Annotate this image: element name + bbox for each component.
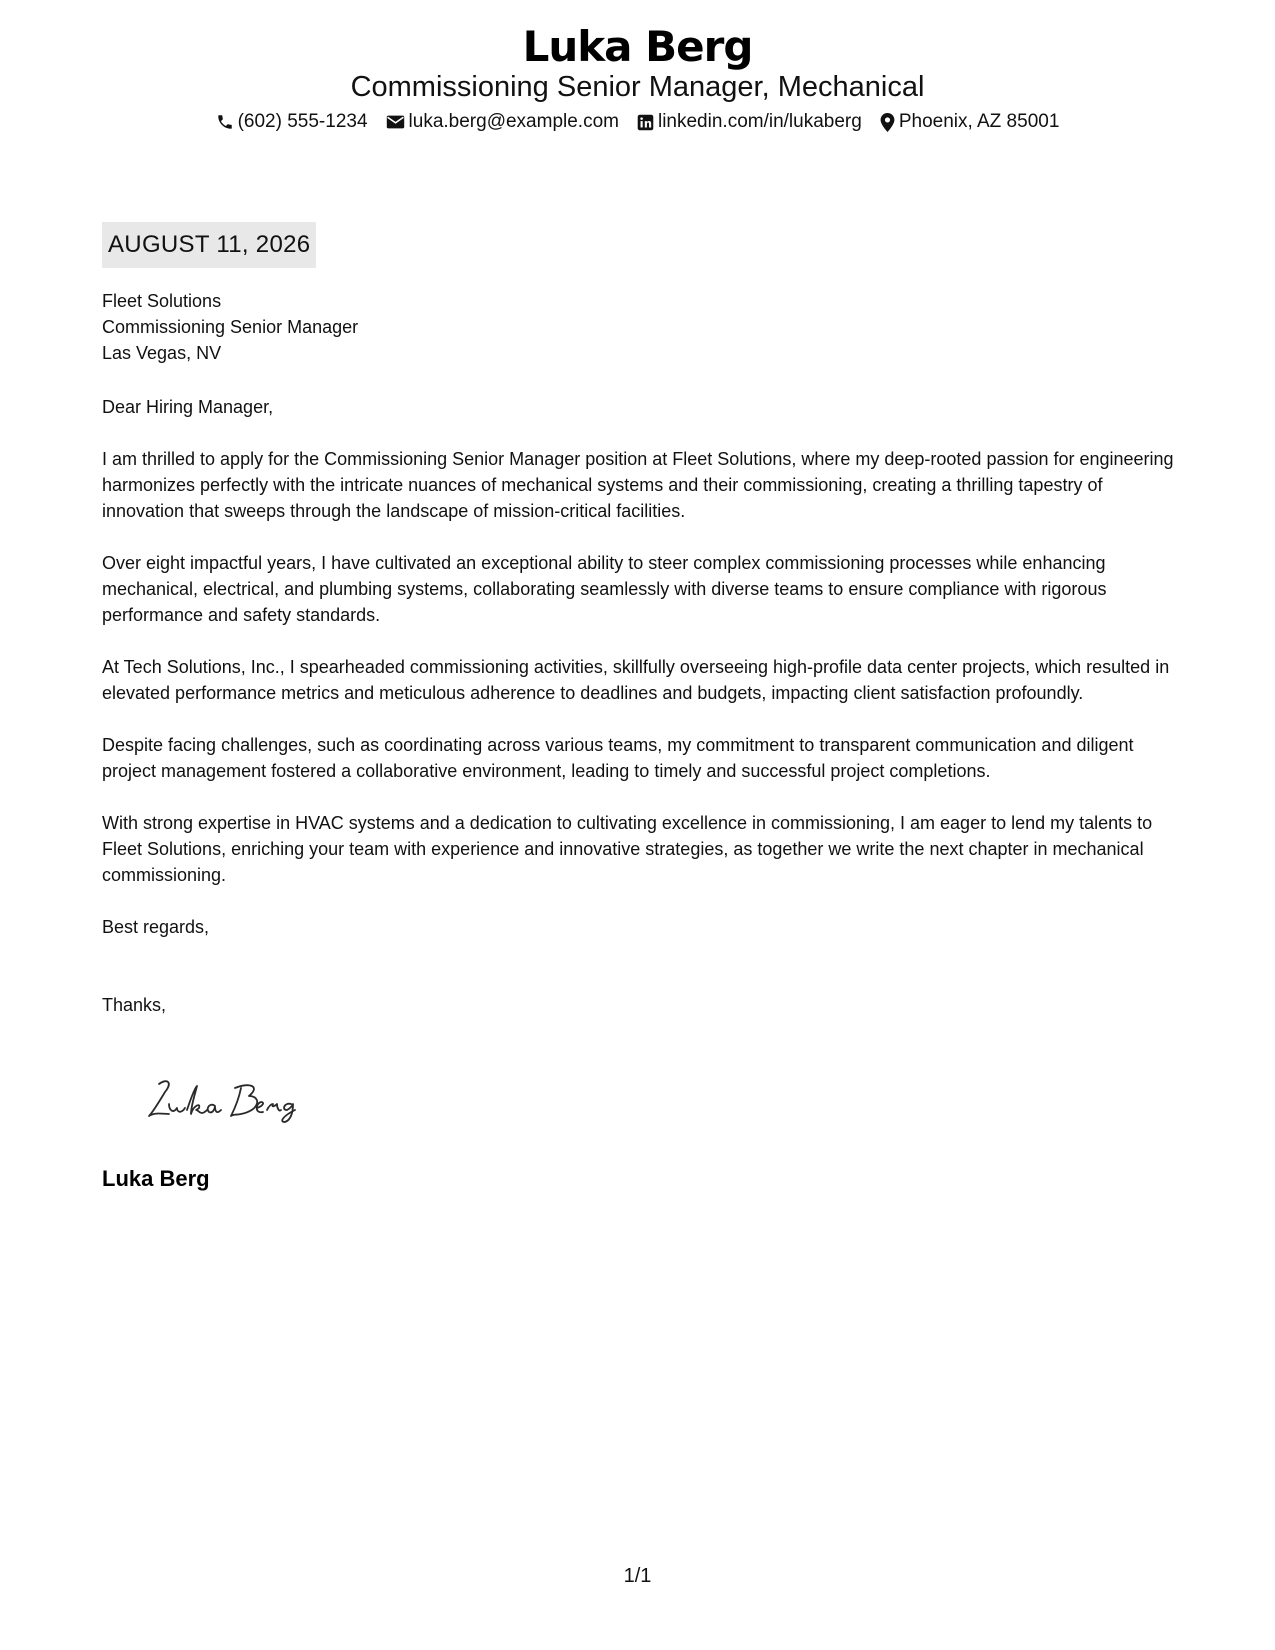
phone-text: (602) 555-1234 bbox=[237, 111, 368, 132]
handwritten-signature bbox=[145, 1074, 315, 1131]
letter-body bbox=[102, 288, 1182, 1018]
envelope-icon bbox=[386, 114, 405, 130]
phone-icon bbox=[216, 113, 234, 131]
applicant-title: Commissioning Senior Manager, Mechanical bbox=[350, 71, 925, 103]
body-paragraph: Over eight impactful years, I have cultivated an exceptional ability to steer complex commissioning processes while enhancing mechanical, electrical, and plumbing systems, collaborating seamlessly with diverse teams to ensure compliance with rigorous performance and safety standards. bbox=[102, 553, 1107, 625]
page-number: 1/1 bbox=[623, 1565, 652, 1587]
greeting: Dear Hiring Manager, bbox=[102, 397, 274, 417]
contact-email[interactable] bbox=[386, 110, 619, 134]
contact-phone bbox=[216, 110, 368, 134]
linkedin-text[interactable]: linkedin.com/in/lukaberg bbox=[657, 111, 862, 132]
contact-linkedin[interactable] bbox=[637, 110, 862, 134]
thanks: Thanks, bbox=[102, 995, 167, 1015]
letter-header bbox=[0, 22, 1275, 134]
body-paragraph: I am thrilled to apply for the Commissioning Senior Manager position at Fleet Solutions, where my deep-rooted passion for engineering harmonizes perfectly with the intricate nuances of mechanical systems and their commissioning, creating a thrilling tapestry of innovation that sweeps through the landscape of mission-critical facilities. bbox=[102, 449, 1174, 521]
recipient-position: Commissioning Senior Manager bbox=[102, 317, 359, 337]
map-marker-icon bbox=[880, 113, 895, 132]
closing: Best regards, bbox=[102, 917, 210, 937]
body-paragraph: With strong expertise in HVAC systems and a dedication to cultivating excellence in commissioning, I am eager to lend my talents to Fleet Solutions, enriching your team with experience and innovative strategies, as together we write the next chapter in mechanical commissioning. bbox=[102, 813, 1153, 885]
linkedin-icon bbox=[637, 114, 654, 131]
body-paragraph: Despite facing challenges, such as coordinating across various teams, my commitment to transparent communication and diligent project management fostered a collaborative environment, leading to timely and successful project completions. bbox=[102, 735, 1134, 781]
contact-location bbox=[880, 110, 1060, 134]
contact-bar bbox=[0, 110, 1275, 134]
applicant-name: Luka Berg bbox=[522, 22, 753, 71]
recipient-location: Las Vegas, NV bbox=[102, 343, 222, 363]
recipient-company: Fleet Solutions bbox=[102, 291, 222, 311]
recipient-block bbox=[102, 288, 1182, 366]
location-text: Phoenix, AZ 85001 bbox=[898, 111, 1060, 132]
signer-name: Luka Berg bbox=[102, 1166, 210, 1191]
letter-date: AUGUST 11, 2026 bbox=[102, 222, 316, 268]
email-text[interactable]: luka.berg@example.com bbox=[408, 111, 619, 132]
body-paragraph: At Tech Solutions, Inc., I spearheaded commissioning activities, skillfully overseeing high-profile data center projects, which resulted in elevated performance metrics and meticulous adherence to deadlines and budgets, impacting client satisfaction profoundly. bbox=[102, 657, 1170, 703]
